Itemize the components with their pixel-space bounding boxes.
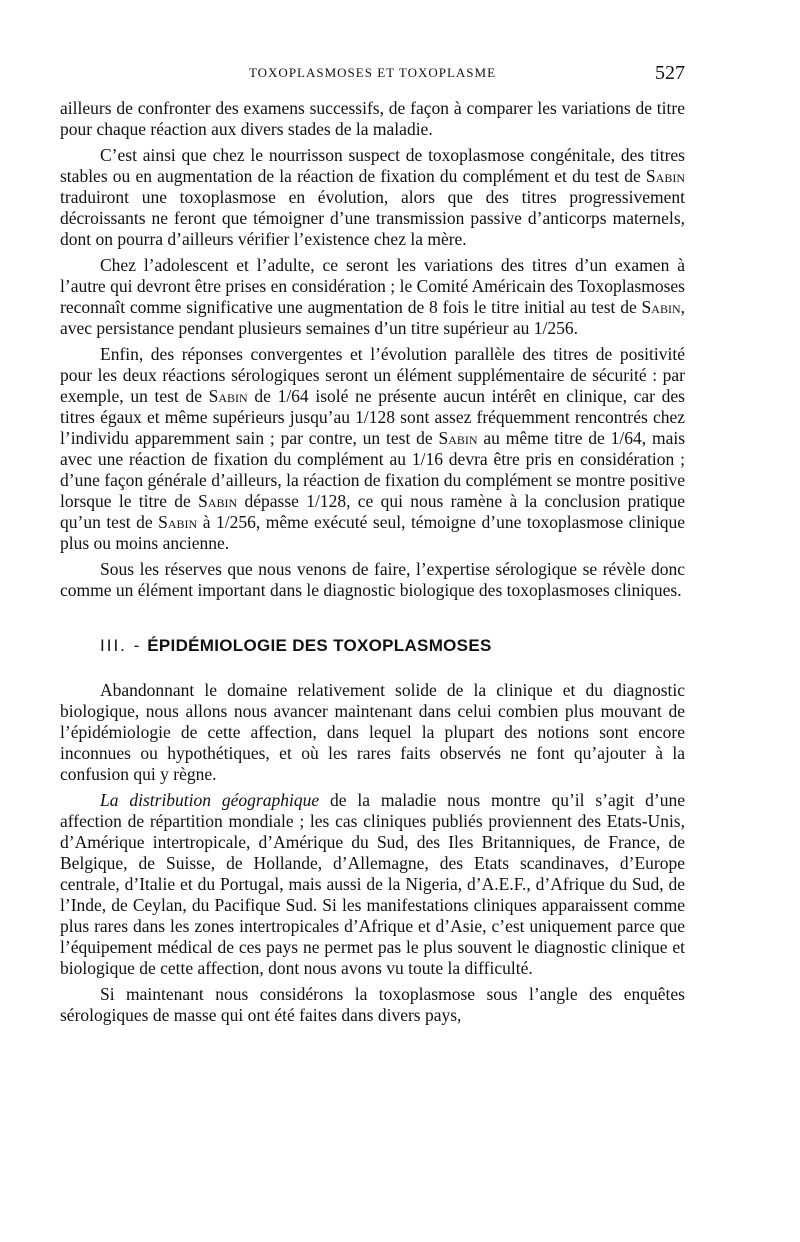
section-number: III. -: [100, 636, 142, 655]
paragraph-4-text: de 1/64 isolé ne présente aucun intérêt en clinique, car des titres égaux et même supérieurs jusqu’au 1/128 sont assez fréquemment rencontrés chez l’individu apparemment sain ; par contre, un test de: [60, 386, 685, 448]
paragraph-4: [60, 344, 685, 554]
paragraph-1: ailleurs de confronter des examens successifs, de façon à comparer les variations de titre pour chaque réaction aux divers stades de la maladie.: [60, 98, 685, 139]
paragraph-4-text: dépasse 1/128, ce qui nous ramène à la conclusion pratique qu’un test de: [60, 491, 685, 532]
author-name-sabin: Sabin: [641, 297, 681, 317]
paragraph-2-text: traduiront une toxoplasmose en évolution, alors que des titres progressivement décroissants ne feront que témoigner d’une transmission passive d’anticorps maternels, dont on pourra d’ailleurs vérifier l’existence chez la mère.: [60, 187, 685, 249]
author-name-sabin: Sabin: [158, 512, 198, 532]
paragraph-8: Si maintenant nous considérons la toxoplasmose sous l’angle des enquêtes sérologiques de masse qui ont été faites dans divers pays,: [60, 984, 685, 1025]
running-title: TOXOPLASMOSES ET TOXOPLASME: [248, 65, 497, 80]
running-header: [60, 62, 685, 84]
paragraph-4-text: Enfin, des réponses convergentes et l’évolution parallèle des titres de positivité pour les deux réactions sérologiques seront un élément supplémentaire de sécurité : par exemple, un test de: [60, 344, 685, 406]
paragraph-2-text: C’est ainsi que chez le nourrisson suspect de toxoplasmose congénitale, des titres stables ou en augmentation de la réaction de fixation du complément et du test de: [60, 145, 685, 186]
body-text: [60, 98, 685, 1031]
paragraph-3-text: Chez l’adolescent et l’adulte, ce seront les variations des titres d’un examen à l’autre qui devront être prises en considération ; le Comité Américain des Toxoplasmoses reconnaît comme significative une augmentation de 8 fois le titre initial au test de: [60, 255, 685, 317]
author-name-sabin: Sabin: [645, 166, 685, 186]
author-name-sabin: Sabin: [208, 386, 248, 406]
author-name-sabin: Sabin: [198, 491, 238, 511]
paragraph-6: Abandonnant le domaine relativement solide de la clinique et du diagnostic biologique, nous allons nous avancer maintenant dans celui combien plus mouvant de l’épidémiologie de cette affection, dans lequel la plupart des notions sont encore inconnues ou hypothétiques, et où les rares faits observés ne font qu’ajouter à la confusion qui y règne.: [60, 680, 685, 784]
paragraph-2: [60, 145, 685, 250]
author-name-sabin: Sabin: [438, 428, 478, 448]
paragraph-4-text: au même titre de 1/64, mais avec une réaction de fixation du complément au 1/16 devra être pris en considération ; d’une façon générale d’ailleurs, la réaction de fixation du complément se montre positive lorsque le titre de: [60, 428, 686, 511]
paragraph-7-text: de la maladie nous montre qu’il s’agit d’une affection de répartition mondiale ; les cas cliniques publiés proviennent des Etats-Unis, d’Amérique intertropicale, d’Amérique du Sud, des Iles Britanniques, de France, de Belgique, de Suisse, de Hollande, d’Allemagne, des Etats scandinaves, d’Europe centrale, d’Italie et du Portugal, mais aussi de la Nigeria, d’A.E.F., d’Afrique du Sud, de l’Inde, de Ceylan, du Pacifique Sud. Si les manifestations cliniques apparaissent comme plus rares dans les zones intertropicales d’Afrique et d’Asie, c’est uniquement parce que l’équipement médical de ces pays ne permet pas le plus souvent le diagnostic clinique et biologique de cette affection, dont nous avons vu toute la difficulté.: [60, 790, 685, 978]
paragraph-7: [60, 790, 685, 979]
paragraph-5: Sous les réserves que nous venons de faire, l’expertise sérologique se révèle donc comme un élément important dans le diagnostic biologique des toxoplasmoses cliniques.: [60, 559, 685, 600]
page-number: 527: [655, 62, 685, 84]
paragraph-3: [60, 255, 685, 339]
paragraph-3-text: , avec persistance pendant plusieurs semaines d’un titre supérieur au 1/256.: [60, 297, 685, 338]
section-heading: [100, 635, 685, 656]
italic-phrase: La distribution géographique: [100, 790, 320, 810]
section-title: ÉPIDÉMIOLOGIE DES TOXOPLASMOSES: [147, 636, 492, 655]
paragraph-4-text: à 1/256, même exécuté seul, témoigne d’une toxoplasmose clinique plus ou moins ancienne.: [60, 512, 685, 553]
